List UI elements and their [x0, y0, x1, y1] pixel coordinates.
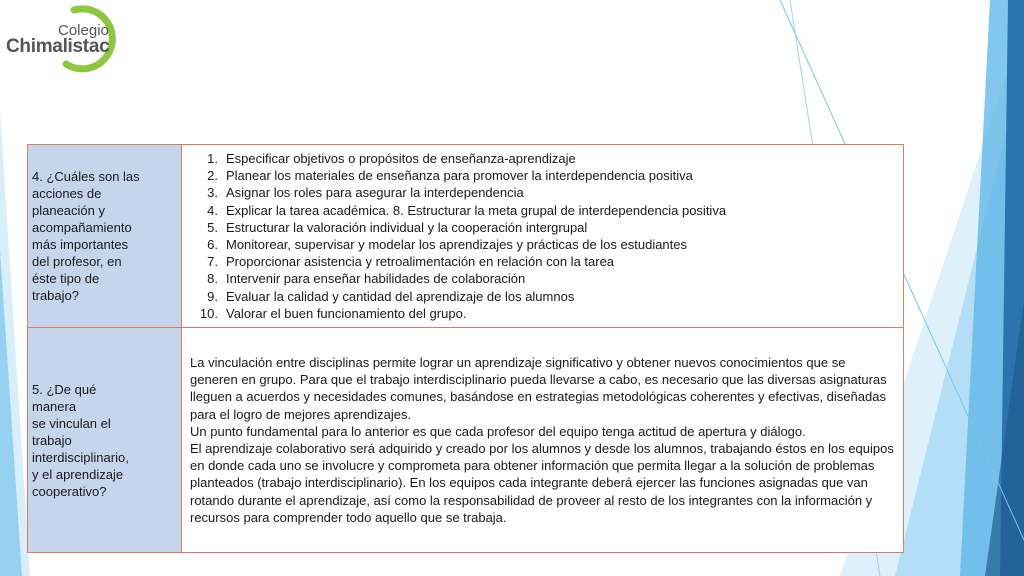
list-item	[190, 202, 895, 219]
step-text: Asignar los roles para asegurar la interdependencia	[226, 185, 524, 201]
step-number: 8.	[207, 271, 218, 287]
list-item	[190, 270, 895, 287]
list-item	[190, 219, 895, 236]
step-text: Explicar la tarea académica. 8. Estructurar la meta grupal de interdependencia positiva	[226, 202, 727, 218]
step-number: 2.	[207, 168, 218, 184]
step-number: 4.	[207, 202, 218, 218]
step-number: 7.	[207, 254, 218, 270]
step-number: 10.	[199, 305, 218, 321]
answer-cell	[182, 145, 904, 328]
logo-top-text: Colegio	[58, 22, 109, 39]
logo-main-text: Chimalistac	[6, 36, 110, 57]
step-number: 6.	[207, 237, 218, 252]
list-item	[190, 150, 895, 167]
step-text: Monitorear, supervisar y modelar los aprendizajes y prácticas de los estudiantes	[226, 237, 688, 252]
step-text: Proporcionar asistencia y retroalimentación en relación con la tarea	[226, 254, 615, 270]
answer-cell	[182, 328, 904, 553]
list-item	[190, 288, 895, 305]
list-item	[190, 167, 895, 184]
step-number: 5.	[207, 219, 218, 235]
list-item	[190, 305, 895, 322]
step-number: 3.	[207, 185, 218, 201]
list-item	[190, 236, 895, 253]
table-row	[28, 328, 904, 553]
question-text: 4. ¿Cuáles son las acciones de planeación y acompañamiento más importantes del profesor, en éste tipo de trabajo?	[32, 169, 140, 303]
list-item	[190, 184, 895, 201]
question-cell	[28, 328, 182, 553]
step-number: 1.	[207, 150, 218, 166]
qa-table	[27, 144, 904, 553]
step-text: Evaluar la calidad y cantidad del aprendizaje de los alumnos	[226, 288, 575, 304]
answer-paragraph: La vinculación entre disciplinas permite lograr un aprendizaje significativo y obtener nuevos conocimientos que se generen en grupo. Para que el trabajo interdisciplinario pueda llevarse a cabo, es necesario que las diversas asignaturas lleguen a acuerdos y necesidades comunes, basándose en estrategias metodológicas coherentes y efectivas, diseñadas para el logro de mejores aprendizajes.	[190, 354, 887, 422]
step-text: Estructurar la valoración individual y la cooperación intergrupal	[226, 219, 588, 235]
step-text: Intervenir para enseñar habilidades de colaboración	[226, 271, 526, 287]
question-cell	[28, 145, 182, 328]
steps-list	[190, 150, 895, 322]
answer-paragraph: El aprendizaje colaborativo será adquirido y creado por los alumnos y desde los alumnos, trabajando éstos en los equipos en donde cada uno se involucre y comprometa para obtener información que permita llegar a la solución de problemas planteados (trabajo interdisciplinario). En los equipos cada integrante deberá ejercer las funciones asignadas que van rotando durante el aprendizaje, así como la responsabilidad de proveer al resto de los integrantes con la información y recursos para comprender todo aquello que se trabaja.	[190, 441, 894, 525]
answer-paragraph: Un punto fundamental para lo anterior es que cada profesor del equipo tenga actitud de apertura y diálogo.	[190, 423, 806, 439]
step-text: Especificar objetivos o propósitos de enseñanza-aprendizaje	[226, 150, 576, 166]
school-logo	[6, 2, 136, 77]
step-text: Planear los materiales de enseñanza para promover la interdependencia positiva	[226, 168, 693, 184]
question-text: 5. ¿De qué manera se vinculan el trabajo interdisciplinario, y el aprendizaje cooperativo?	[32, 381, 129, 499]
step-text: Valorar el buen funcionamiento del grupo.	[226, 305, 467, 321]
list-item	[190, 253, 895, 270]
step-number: 9.	[207, 288, 218, 304]
table-row	[28, 145, 904, 328]
